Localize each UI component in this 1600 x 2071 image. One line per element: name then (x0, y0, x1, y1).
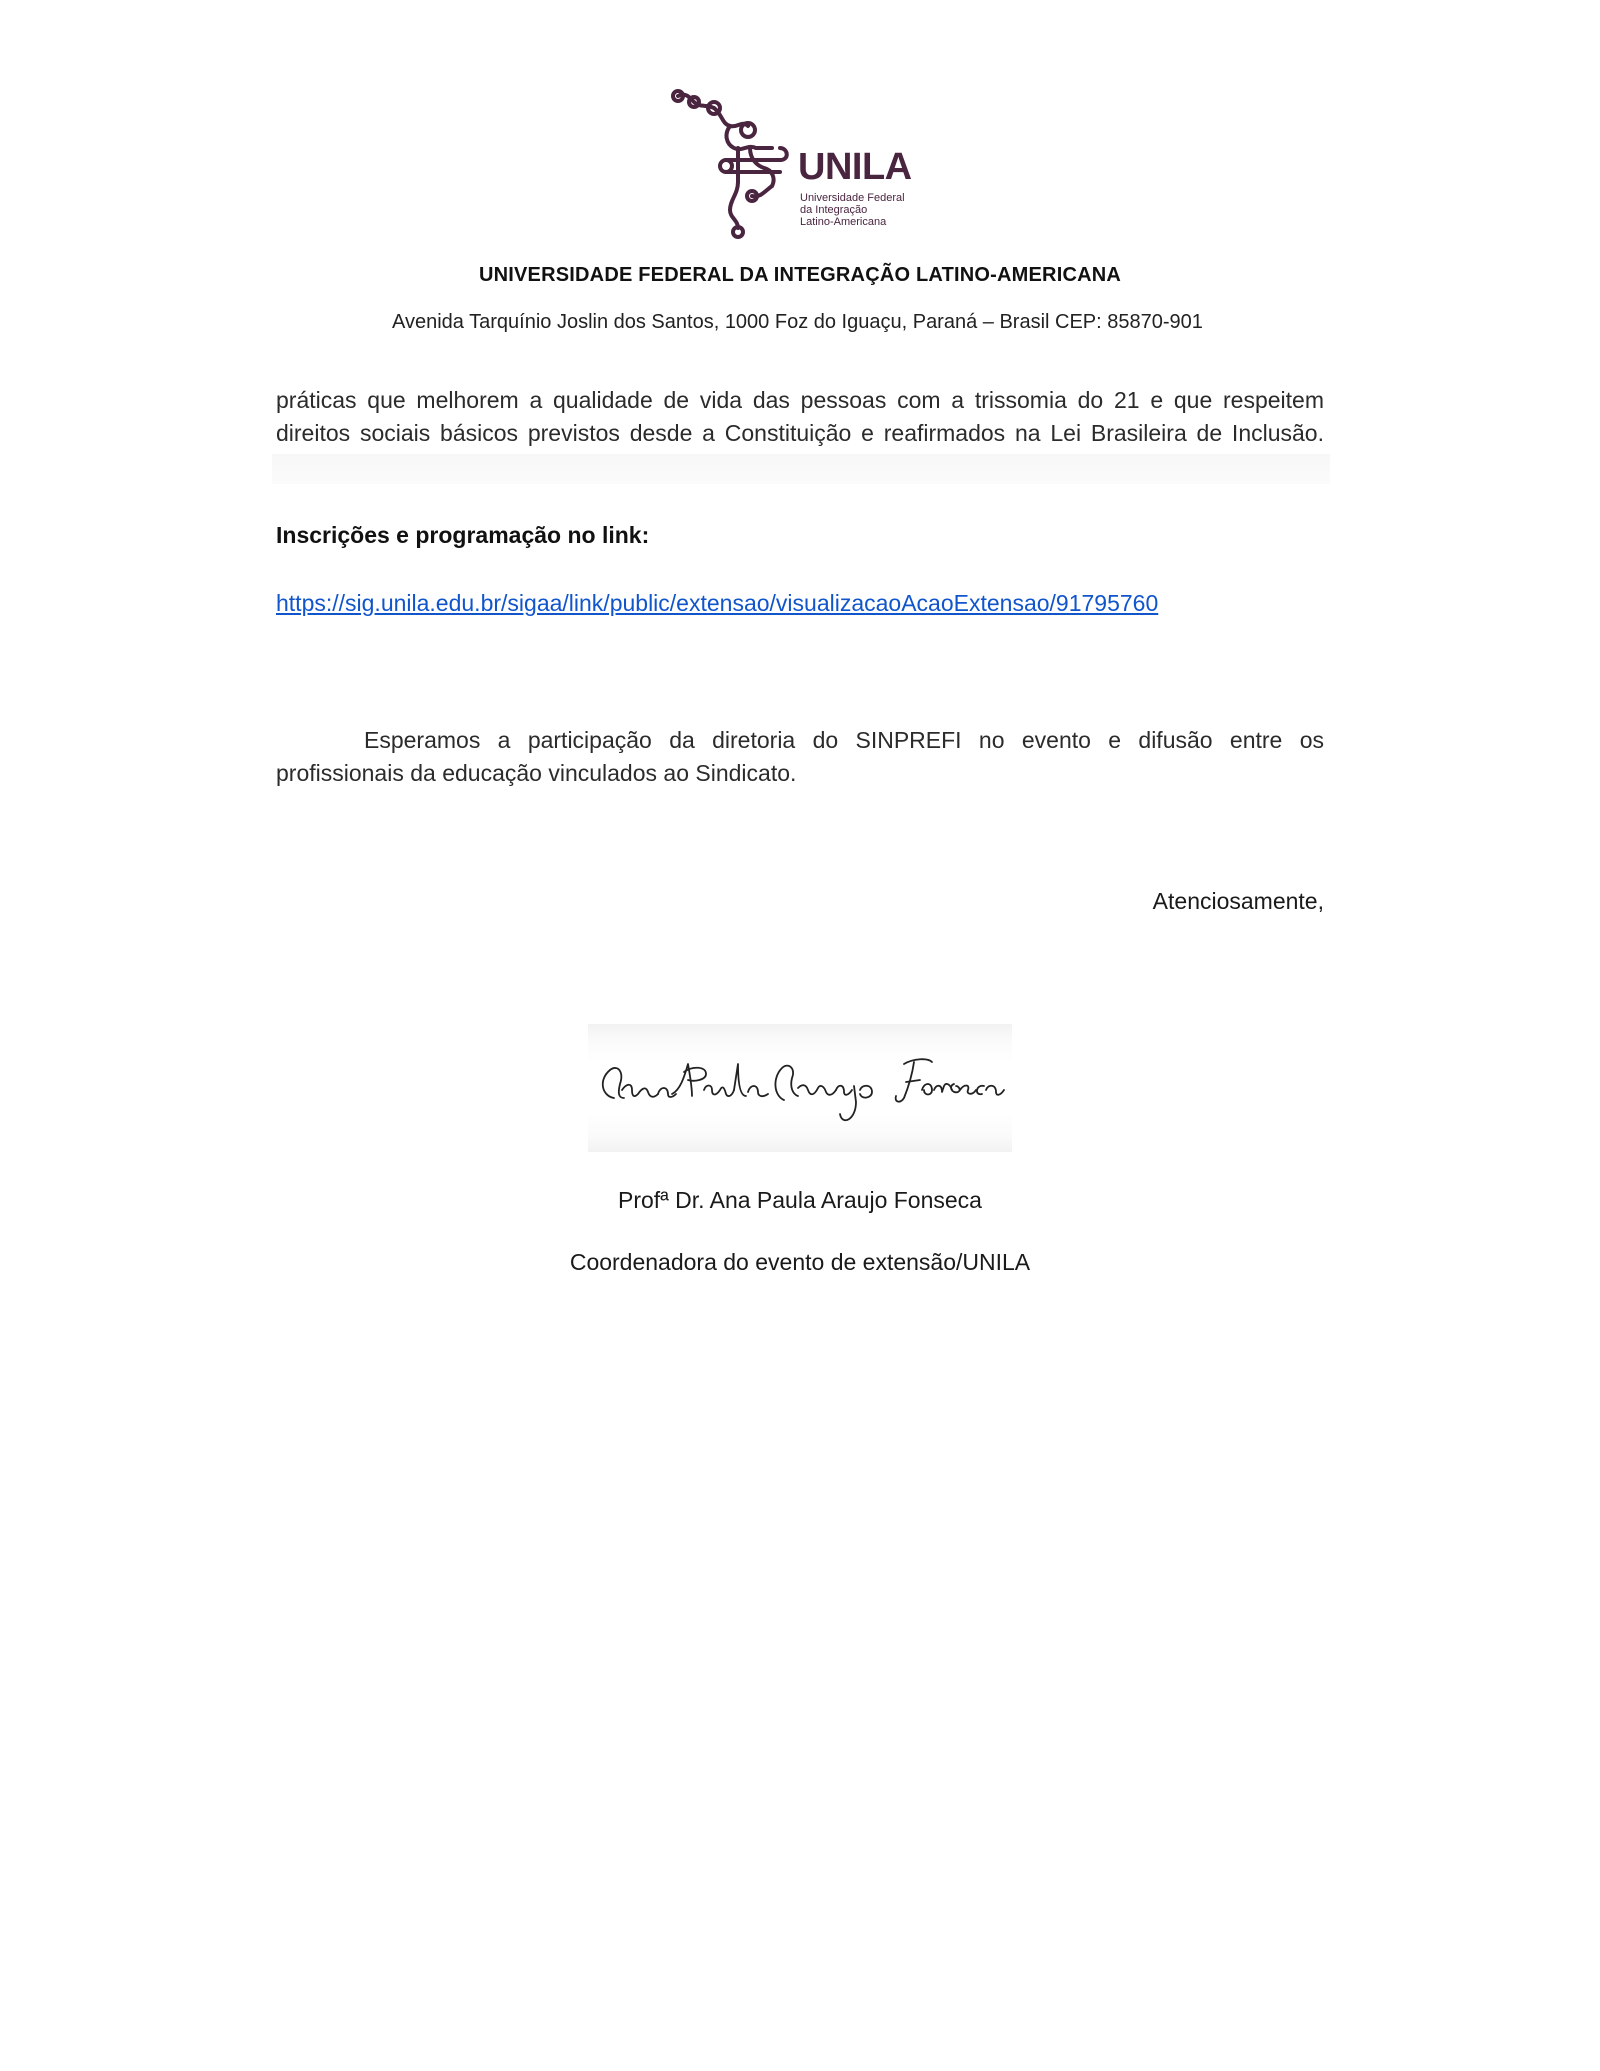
scan-shade-band (272, 454, 1330, 484)
logo-brand-text: UNILA (798, 146, 912, 188)
logo-subtitle-line: Latino-Americana (800, 216, 887, 228)
intro-paragraph (276, 384, 1324, 450)
signature-icon (588, 1024, 1012, 1152)
unila-map-icon (668, 86, 798, 246)
signer-name: Profª Dr. Ana Paula Araujo Fonseca (618, 1187, 982, 1213)
institution-address: Avenida Tarquínio Joslin dos Santos, 1000 Foz do Iguaçu, Paraná – Brasil CEP: 85870-901 (392, 311, 1203, 333)
logo-subtitle-line: Universidade Federal (800, 192, 905, 204)
handwritten-signature (588, 1024, 1012, 1152)
intro-line: práticas que melhorem a qualidade de vida das pessoas com a trissomia do 21 e que respeitem (276, 387, 1324, 413)
regards-text: Atenciosamente, (1152, 888, 1324, 914)
unila-logo (668, 86, 928, 246)
registration-link[interactable]: https://sig.unila.edu.br/sigaa/link/public/extensao/visualizacaoAcaoExtensao/91795760 (276, 590, 1159, 616)
intro-line: direitos sociais básicos previstos desde a Constituição e reafirmados na Lei Brasileira de Inclusão. (276, 420, 1324, 446)
institution-name: UNIVERSIDADE FEDERAL DA INTEGRAÇÃO LATINO-AMERICANA (478, 264, 1122, 286)
signer-role: Coordenadora do evento de extensão/UNILA (569, 1249, 1031, 1275)
logo-subtitle-line: da Integração (800, 204, 868, 216)
logo-subtitle (800, 192, 920, 228)
link-heading: Inscrições e programação no link: (276, 522, 650, 548)
closing-paragraph: Esperamos a participação da diretoria do SINPREFI no evento e difusão entre os profissionais da educação vinculados ao Sindicato. (276, 727, 1324, 786)
